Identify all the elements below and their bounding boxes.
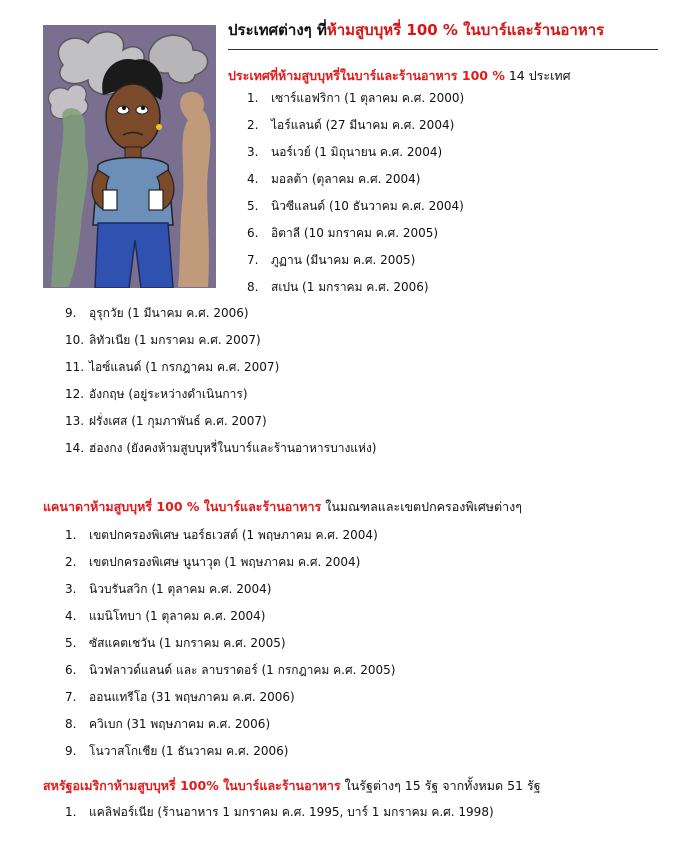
list-item-text: เขตปกครองพิเศษ นูนาวุต (1 พฤษภาคม ค.ศ. 2004) — [89, 555, 361, 569]
list-item — [247, 112, 464, 139]
section-heading-scope: ในรัฐต่างๆ 15 รัฐ จากทั้งหมด 51 รัฐ — [344, 778, 541, 793]
list-item-text: เซาร์แอฟริกา (1 ตุลาคม ค.ศ. 2000) — [271, 91, 465, 105]
list-item-text: ไอร์แลนด์ (27 มีนาคม ค.ศ. 2004) — [271, 118, 455, 132]
list-item — [65, 684, 395, 711]
list-item-number: 5. — [65, 636, 77, 650]
list-item-text: ควิเบก (31 พฤษภาคม ค.ศ. 2006) — [89, 717, 271, 731]
list-item-number: 1. — [247, 91, 259, 105]
list-item-text: นิวบรันสวิก (1 ตุลาคม ค.ศ. 2004) — [89, 582, 272, 596]
list-item-text: แมนิโทบา (1 ตุลาคม ค.ศ. 2004) — [89, 609, 266, 623]
country-list-part-2 — [65, 300, 376, 462]
list-item-text: โนวาสโกเชีย (1 ธันวาคม ค.ศ. 2006) — [89, 744, 289, 758]
list-item-number: 11. — [65, 360, 85, 374]
list-item — [65, 408, 376, 435]
list-item-text: ลิทัวเนีย (1 มกราคม ค.ศ. 2007) — [89, 333, 261, 347]
section-heading-scope: ในมณฑลและเขตปกครองพิเศษต่างๆ — [325, 499, 522, 514]
list-item-number: 12. — [65, 387, 85, 401]
list-item — [65, 435, 376, 462]
section-heading-red: ประเทศที่ห้ามสูบบุหรี่ในบาร์และร้านอาหาร 100 % — [228, 68, 505, 83]
list-item-text: ฮ่องกง (ยังคงห้ามสูบบุหรี่ในบาร์และร้านอาหารบางแห่ง) — [89, 441, 377, 455]
smoke-illustration — [43, 25, 216, 288]
list-item-number: 1. — [65, 528, 77, 542]
list-item — [65, 327, 376, 354]
list-item — [65, 603, 395, 630]
list-item-text: นิวฟลาวด์แลนด์ และ ลาบราดอร์ (1 กรกฎาคม ค.ศ. 2005) — [89, 663, 396, 677]
list-item — [65, 711, 395, 738]
list-item — [247, 139, 464, 166]
list-item-number: 4. — [65, 609, 77, 623]
list-item — [247, 166, 464, 193]
list-item-text: แคลิฟอร์เนีย (ร้านอาหาร 1 มกราคม ค.ศ. 1995, บาร์ 1 มกราคม ค.ศ. 1998) — [89, 805, 494, 819]
list-item — [65, 354, 376, 381]
list-item-text: อุรุกวัย (1 มีนาคม ค.ศ. 2006) — [89, 306, 249, 320]
list-item — [247, 220, 464, 247]
list-item — [247, 85, 464, 112]
list-item-text: อิตาลี (10 มกราคม ค.ศ. 2005) — [271, 226, 439, 240]
list-item-number: 5. — [247, 199, 259, 213]
list-item — [65, 549, 395, 576]
list-item — [65, 657, 395, 684]
list-item-text: ไอซ์แลนด์ (1 กรกฎาคม ค.ศ. 2007) — [89, 360, 280, 374]
section-heading-canada — [43, 497, 522, 517]
list-item-text: ภูฏาน (มีนาคม ค.ศ. 2005) — [271, 253, 416, 267]
list-item-number: 9. — [65, 306, 77, 320]
list-item-text: สเปน (1 มกราคม ค.ศ. 2006) — [271, 280, 429, 294]
list-item-number: 14. — [65, 441, 85, 455]
list-item-number: 2. — [247, 118, 259, 132]
list-item — [65, 300, 376, 327]
list-item-number: 6. — [65, 663, 77, 677]
list-item — [247, 247, 464, 274]
page-title — [228, 18, 658, 50]
list-item — [65, 522, 395, 549]
list-item-number: 3. — [65, 582, 77, 596]
list-item-number: 7. — [65, 690, 77, 704]
list-item — [247, 193, 464, 220]
list-item-text: นิวซีแลนด์ (10 ธันวาคม ค.ศ. 2004) — [271, 199, 464, 213]
list-item — [65, 738, 395, 765]
page-title-prefix: ประเทศต่างๆ ที่ — [228, 21, 327, 39]
list-item-number: 4. — [247, 172, 259, 186]
list-item-text: ซัสแคตเชวัน (1 มกราคม ค.ศ. 2005) — [89, 636, 286, 650]
list-item — [65, 576, 395, 603]
list-item — [65, 799, 494, 826]
list-item-number: 9. — [65, 744, 77, 758]
list-item-text: เขตปกครองพิเศษ นอร์ธเวสต์ (1 พฤษภาคม ค.ศ. 2004) — [89, 528, 378, 542]
list-item-text: อังกฤษ (อยู่ระหว่างดำเนินการ) — [89, 387, 248, 401]
page-title-highlight: ห้ามสูบบุหรี่ 100 % ในบาร์และร้านอาหาร — [326, 21, 605, 39]
list-item-number: 7. — [247, 253, 259, 267]
list-item — [65, 381, 376, 408]
list-item-number: 3. — [247, 145, 259, 159]
usa-list — [65, 799, 494, 826]
list-item — [65, 630, 395, 657]
list-item-number: 8. — [247, 280, 259, 294]
section-heading-red: แคนาดาห้ามสูบบุหรี่ 100 % ในบาร์และร้านอาหาร — [43, 499, 322, 514]
list-item-text: ฝรั่งเศส (1 กุมภาพันธ์ ค.ศ. 2007) — [89, 414, 267, 428]
section-heading-countries — [228, 66, 571, 86]
section-heading-count: 14 ประเทศ — [508, 68, 571, 83]
list-item-text: ออนแทรีโอ (31 พฤษภาคม ค.ศ. 2006) — [89, 690, 295, 704]
list-item-number: 13. — [65, 414, 85, 428]
canada-list — [65, 522, 395, 765]
section-heading-usa — [43, 776, 541, 796]
list-item — [247, 274, 464, 301]
list-item-text: นอร์เวย์ (1 มิถุนายน ค.ศ. 2004) — [271, 145, 443, 159]
section-heading-red: สหรัฐอเมริกาห้ามสูบบุหรี่ 100% ในบาร์และร้านอาหาร — [43, 778, 341, 793]
list-item-number: 2. — [65, 555, 77, 569]
list-item-number: 1. — [65, 805, 77, 819]
list-item-number: 10. — [65, 333, 85, 347]
list-item-text: มอลต้า (ตุลาคม ค.ศ. 2004) — [271, 172, 421, 186]
list-item-number: 6. — [247, 226, 259, 240]
list-item-number: 8. — [65, 717, 77, 731]
country-list-part-1 — [247, 85, 464, 301]
